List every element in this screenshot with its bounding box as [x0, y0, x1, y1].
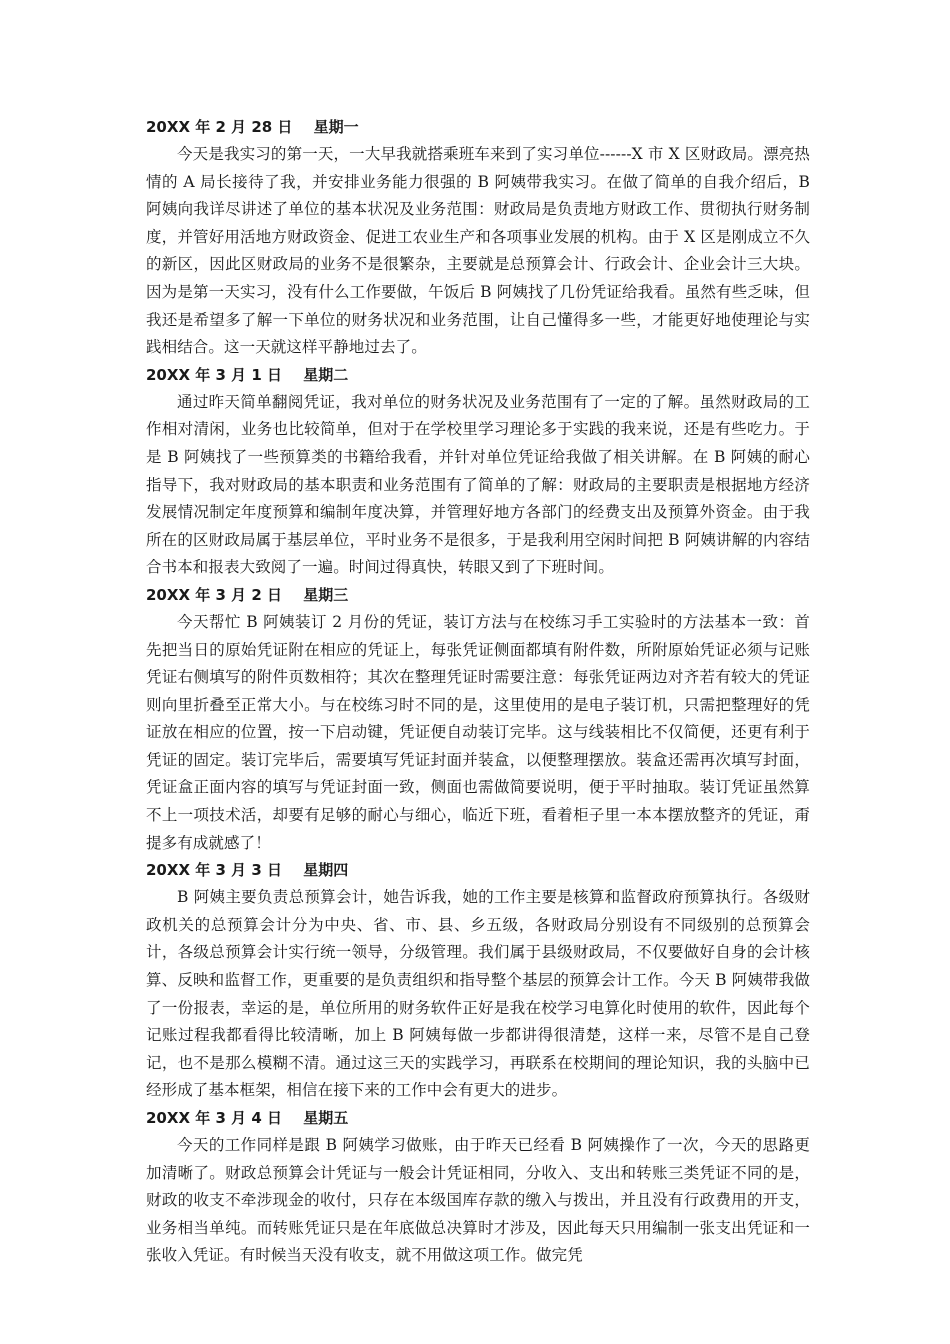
- document-page: [146, 114, 810, 1270]
- entry-date: 20XX 年 3 月 2 日: [146, 585, 282, 604]
- entry-body: 今天帮忙 B 阿姨装订 2 月份的凭证，装订方法与在校练习手工实验时的方法基本一致：首先把当日的原始凭证附在相应的凭证上，每张凭证侧面都填有附件数，所附原始凭证必须与记账凭证右侧填写的附件页数相符；其次在整理凭证时需要注意：每张凭证两边对齐若有较大的凭证则向里折叠至正常大小。与在校练习时不同的是，这里使用的是电子装订机，只需把整理好的凭证放在相应的位置，按一下启动键，凭证便自动装订完毕。这与线装相比不仅简便，还更有利于凭证的固定。装订完毕后，需要填写凭证封面并装盒，以便整理摆放。装盒还需再次填写封面，凭证盒正面内容的填写与凭证封面一致，侧面也需做简要说明，便于平时抽取。装订凭证虽然算不上一项技术活，却要有足够的耐心与细心，临近下班，看着柜子里一本本摆放整齐的凭证，甭提多有成就感了！: [146, 612, 810, 852]
- entry-body: 今天是我实习的第一天，一大早我就搭乘班车来到了实习单位------X 市 X 区财政局。漂亮热情的 A 局长接待了我，并安排业务能力很强的 B 阿姨带我实习。在做了简单的自我介绍后，B 阿姨向我详尽讲述了单位的基本状况及业务范围：财政局是负责地方财政工作、贯彻执行财务制度，并管好用活地方财政资金、促进工农业生产和各项事业发展的机构。由于 X 区是刚成立不久的新区，因此区财政局的业务不是很繁杂，主要就是总预算会计、行政会计、企业会计三大块。因为是第一天实习，没有什么工作要做，午饭后 B 阿姨找了几份凭证给我看。虽然有些乏味，但我还是希望多了解一下单位的财务状况和业务范围，让自己懂得多一些，才能更好地使理论与实践相结合。这一天就这样平静地过去了。: [146, 145, 810, 357]
- entry-weekday: 星期五: [303, 1109, 349, 1127]
- entry-body: B 阿姨主要负责总预算会计，她告诉我，她的工作主要是核算和监督政府预算执行。各级财政机关的总预算会计分为中央、省、市、县、乡五级，各财政局分别设有不同级别的总预算会计，各级总预算会计实行统一领导，分级管理。我们属于县级财政局，不仅要做好自身的会计核算、反映和监督工作，更重要的是负责组织和指导整个基层的预算会计工作。今天 B 阿姨带我做了一份报表，幸运的是，单位所用的财务软件正好是我在校学习电算化时使用的软件，因此每个记账过程我都看得比较清晰，加上 B 阿姨每做一步都讲得很清楚，这样一来，尽管不是自己登记，也不是那么模糊不清。通过这三天的实践学习，再联系在校期间的理论知识，我的头脑中已经形成了基本框架，相信在接下来的工作中会有更大的进步。: [146, 888, 810, 1100]
- entry-heading: [146, 1105, 810, 1132]
- entry-weekday: 星期二: [303, 365, 349, 384]
- diary-entry: [146, 114, 810, 362]
- diary-entry: [146, 1105, 810, 1270]
- entry-heading: [146, 582, 810, 609]
- entry-weekday: 星期三: [303, 585, 349, 604]
- entry-date: 20XX 年 3 月 3 日: [146, 861, 282, 880]
- entry-weekday: 星期四: [303, 861, 349, 880]
- entry-weekday: 星期一: [313, 118, 359, 136]
- entry-heading: [146, 114, 810, 141]
- diary-entry: [146, 362, 810, 582]
- diary-entry: [146, 582, 810, 857]
- diary-entry: [146, 857, 810, 1105]
- entry-body: 今天的工作同样是跟 B 阿姨学习做账，由于昨天已经看 B 阿姨操作了一次，今天的思路更加清晰了。财政总预算会计凭证与一般会计凭证相同，分收入、支出和转账三类凭证不同的是，财政的收支不牵涉现金的收付，只存在本级国库存款的缴入与拨出，并且没有行政费用的开支，业务相当单纯。而转账凭证只是在年底做总决算时才涉及，因此每天只用编制一张支出凭证和一张收入凭证。有时候当天没有收支，就不用做这项工作。做完凭: [146, 1136, 810, 1265]
- entry-date: 20XX 年 3 月 1 日: [146, 365, 282, 384]
- entry-body: 通过昨天简单翻阅凭证，我对单位的财务状况及业务范围有了一定的了解。虽然财政局的工作相对清闲，业务也比较简单，但对于在学校里学习理论多于实践的我来说，还是有些吃力。于是 B 阿姨找了一些预算类的书籍给我看，并针对单位凭证给我做了相关讲解。在 B 阿姨的耐心指导下，我对财政局的基本职责和业务范围有了简单的了解：财政局的主要职责是根据地方经济发展情况制定年度预算和编制年度决算，并管理好地方各部门的经费支出及预算外资金。由于我所在的区财政局属于基层单位，平时业务不是很多，于是我利用空闲时间把 B 阿姨讲解的内容结合书本和报表大致阅了一遍。时间过得真快，转眼又到了下班时间。: [146, 392, 810, 577]
- entry-heading: [146, 857, 810, 884]
- entry-date: 20XX 年 3 月 4 日: [146, 1109, 282, 1127]
- entry-date: 20XX 年 2 月 28 日: [146, 118, 293, 136]
- entry-heading: [146, 362, 810, 389]
